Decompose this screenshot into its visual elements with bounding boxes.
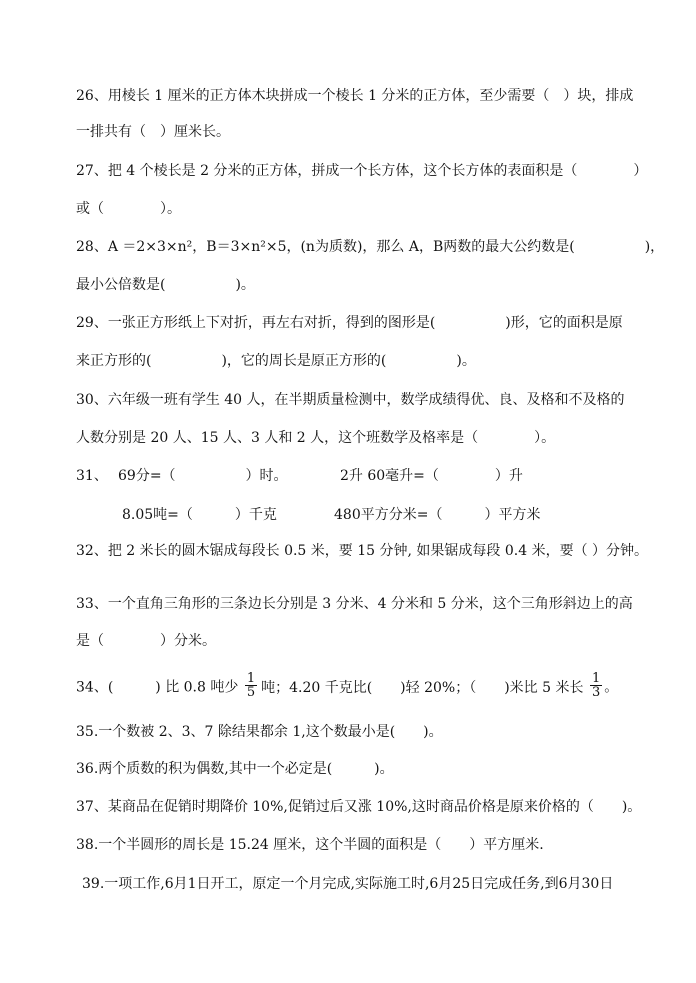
q34-frac2-denominator: 3 xyxy=(591,685,601,700)
q34-part3: 。 xyxy=(604,679,619,696)
q29-line1: 29、一张正方形纸上下对折，再左右对折，得到的图形是( )形，它的面积是原 xyxy=(76,315,623,331)
q37-line1: 37、某商品在促销时期降价 10%,促销过后又涨 10%,这时商品价格是原来价格的（ )。 xyxy=(76,799,642,815)
q33-line1: 33、一个直角三角形的三条边长分别是 3 分米、4 分米和 5 分米，这个三角形斜边上的高 xyxy=(76,596,633,612)
q30-line1: 30、六年级一班有学生 40 人，在半期质量检测中，数学成绩得优、良、及格和不及格的 xyxy=(76,392,625,408)
q34-line xyxy=(76,671,619,701)
q31-item-a: 69分=（ ）时。 xyxy=(118,468,288,484)
q34-frac1-numerator: 1 xyxy=(246,671,256,686)
q33-line2: 是（ ）分米。 xyxy=(76,633,216,649)
q28-line2: 最小公倍数是( )。 xyxy=(76,277,255,293)
q26-line1: 26、用棱长 1 厘米的正方体木块拼成一个棱长 1 分米的正方体，至少需要（ ）块，排成 xyxy=(76,88,634,104)
q31-item-d: 480平方分米=（ ）平方米 xyxy=(334,507,541,523)
q39-line1: 39.一项工作,6月1日开工，原定一个月完成,实际施工时,6月25日完成任务,到6月30日 xyxy=(82,876,614,892)
q31-number: 31、 xyxy=(76,468,108,484)
q32-line1: 32、把 2 米长的圆木锯成每段长 0.5 米，要 15 分钟, 如果锯成每段 0.4 米，要（ ）分钟。 xyxy=(76,543,649,559)
q27-line2: 或（ ）。 xyxy=(76,201,181,217)
q34-part2: 吨；4.20 千克比( )轻 20%；（ )米比 5 米长 xyxy=(261,679,584,696)
q26-line2: 一排共有（ ）厘米长。 xyxy=(76,124,230,140)
q36-line1: 36.两个质数的积为偶数,其中一个必定是( )。 xyxy=(76,761,394,777)
q27-line1: 27、把 4 个棱长是 2 分米的正方体，拼成一个长方体，这个长方体的表面积是（ ） xyxy=(76,163,648,179)
q34-fraction-one-fifth xyxy=(245,672,257,699)
q29-line2: 来正方形的( )，它的周长是原正方形的( )。 xyxy=(76,353,476,369)
q34-frac1-denominator: 5 xyxy=(246,685,256,700)
q28-line1: 28、A ＝2×3×n²，B＝3×n²×5，(n为质数)，那么 A，B两数的最大公约数是( )， xyxy=(76,239,665,255)
q34-part1: 34、( ) 比 0.8 吨少 xyxy=(76,679,239,696)
q34-fraction-one-third xyxy=(590,672,602,699)
q34-frac2-numerator: 1 xyxy=(591,671,601,686)
q30-line2: 人数分别是 20 人、15 人、3 人和 2 人，这个班数学及格率是（ ）。 xyxy=(76,430,556,446)
q38-line1: 38.一个半圆形的周长是 15.24 厘米，这个半圆的面积是（ ）平方厘米. xyxy=(76,837,544,853)
q31-item-b: 2升 60毫升=（ ）升 xyxy=(340,468,523,484)
q31-item-c: 8.05吨=（ ）千克 xyxy=(122,507,277,523)
q35-line1: 35.一个数被 2、3、7 除结果都余 1,这个数最小是( )。 xyxy=(76,724,443,740)
